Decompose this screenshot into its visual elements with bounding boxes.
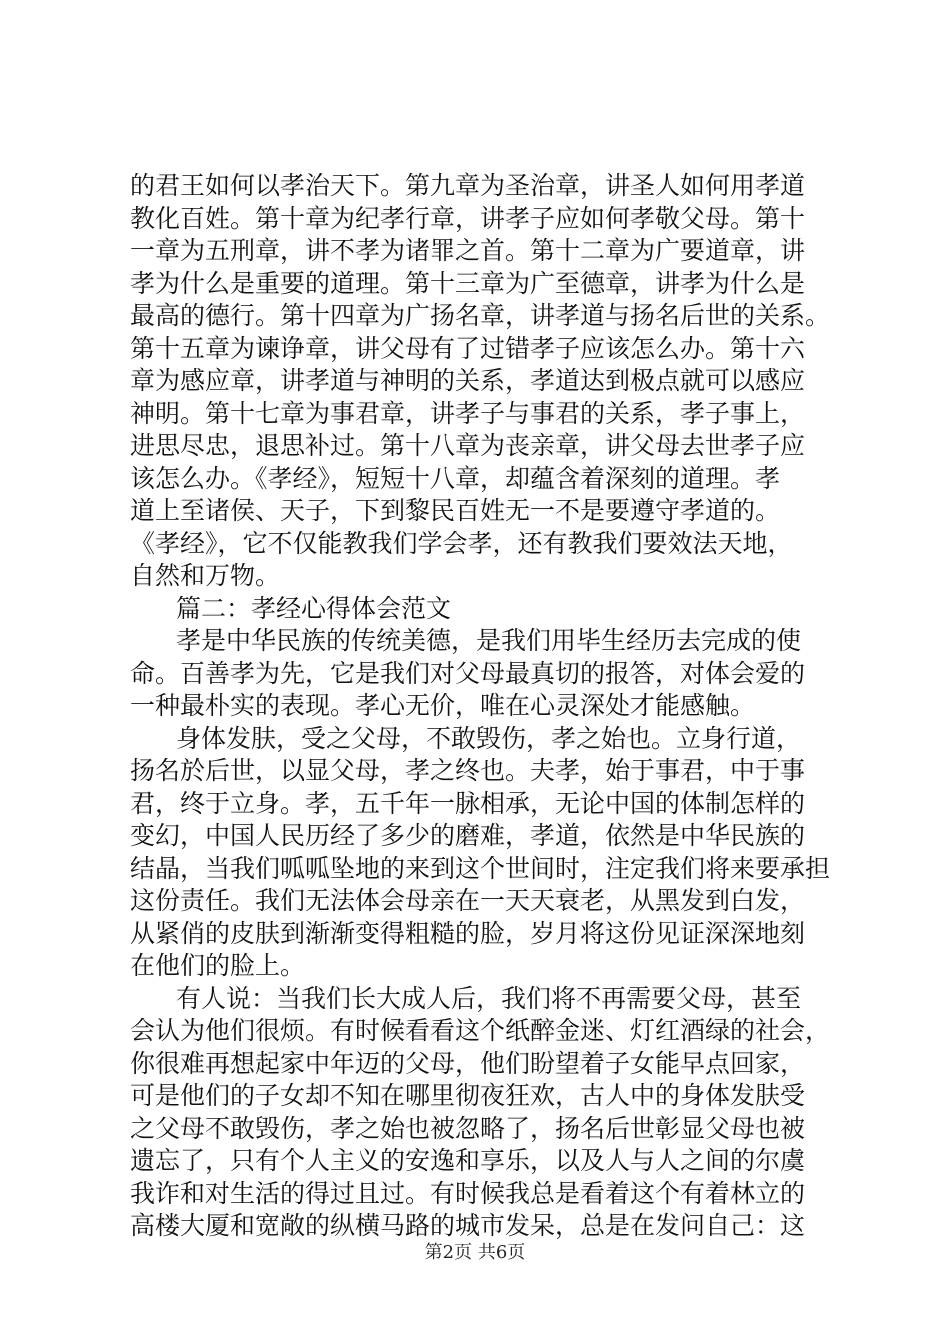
text-line: 章为感应章，讲孝道与神明的关系，孝道达到极点就可以感应 bbox=[130, 366, 806, 395]
text-line: 高楼大厦和宽敞的纵横马路的城市发呆，总是在发问自己：这 bbox=[130, 1211, 806, 1240]
text-line: 扬名於后世，以显父母，孝之终也。夫孝，始于事君，中于事 bbox=[130, 756, 806, 785]
text-line: 一章为五刑章，讲不孝为诸罪之首。第十二章为广要道章，讲 bbox=[130, 236, 806, 265]
text-line: 孝为什么是重要的道理。第十三章为广至德章，讲孝为什么是 bbox=[130, 268, 806, 298]
text-line: 我诈和对生活的得过且过。有时候我总是看着这个有着林立的 bbox=[130, 1178, 806, 1208]
paragraph-first-line: 孝是中华民族的传统美德，是我们用毕生经历去完成的使 bbox=[176, 626, 802, 655]
text-line: 自然和万物。 bbox=[130, 561, 281, 590]
text-line: 进思尽忠，退思补过。第十八章为丧亲章，讲父母去世孝子应 bbox=[130, 431, 806, 460]
text-line: 君，终于立身。孝，五千年一脉相承，无论中国的体制怎样的 bbox=[130, 788, 806, 818]
text-line: 变幻，中国人民历经了多少的磨难，孝道，依然是中华民族的 bbox=[130, 821, 806, 850]
text-line: 第十五章为谏诤章，讲父母有了过错孝子应该怎么办。第十六 bbox=[130, 333, 806, 363]
text-line: 该怎么办。《孝经》，短短十八章，却蕴含着深刻的道理。孝 bbox=[130, 463, 781, 493]
text-line: 神明。第十七章为事君章，讲孝子与事君的关系，孝子事上， bbox=[130, 398, 806, 428]
text-line: 可是他们的子女却不知在哪里彻夜狂欢，古人中的身体发肤受 bbox=[130, 1081, 806, 1110]
text-line: 《孝经》，它不仅能教我们学会孝，还有教我们要效法天地， bbox=[130, 528, 793, 558]
text-line: 你很难再想起家中年迈的父母，他们盼望着子女能早点回家， bbox=[130, 1048, 806, 1078]
text-line: 一种最朴实的表现。孝心无价，唯在心灵深处才能感触。 bbox=[130, 691, 756, 720]
section-heading: 篇二：孝经心得体会范文 bbox=[176, 593, 452, 623]
paragraph-first-line: 身体发肤，受之父母，不敢毁伤，孝之始也。立身行道， bbox=[176, 723, 802, 753]
text-line: 这份责任。我们无法体会母亲在一天天衰老，从黑发到白发， bbox=[130, 886, 806, 915]
document-body bbox=[130, 170, 830, 1243]
page-number-footer: 第2页 共6页 bbox=[424, 1242, 526, 1263]
text-line: 命。百善孝为先，它是我们对父母最真切的报答，对体会爱的 bbox=[130, 658, 806, 688]
text-line: 遗忘了，只有个人主义的安逸和享乐，以及人与人之间的尔虞 bbox=[130, 1146, 806, 1175]
text-line: 的君王如何以孝治天下。第九章为圣治章，讲圣人如何用孝道 bbox=[130, 171, 806, 200]
text-line: 之父母不敢毁伤，孝之始也被忽略了，扬名后世彰显父母也被 bbox=[130, 1113, 806, 1143]
paragraph-first-line: 有人说：当我们长大成人后，我们将不再需要父母，甚至 bbox=[176, 983, 802, 1013]
text-line: 从紧俏的皮肤到渐渐变得粗糙的脸，岁月将这份见证深深地刻 bbox=[130, 918, 806, 948]
text-line: 最高的德行。第十四章为广扬名章，讲孝道与扬名后世的关系。 bbox=[130, 301, 831, 330]
text-line: 教化百姓。第十章为纪孝行章，讲孝子应如何孝敬父母。第十 bbox=[130, 203, 806, 233]
text-line: 会认为他们很烦。有时候看看这个纸醉金迷、灯红酒绿的社会， bbox=[130, 1016, 831, 1045]
text-line: 在他们的脸上。 bbox=[130, 951, 306, 980]
text-line: 结晶，当我们呱呱坠地的来到这个世间时，注定我们将来要承担 bbox=[130, 853, 831, 883]
text-line: 道上至诸侯、天子，下到黎民百姓无一不是要遵守孝道的。 bbox=[130, 496, 781, 525]
